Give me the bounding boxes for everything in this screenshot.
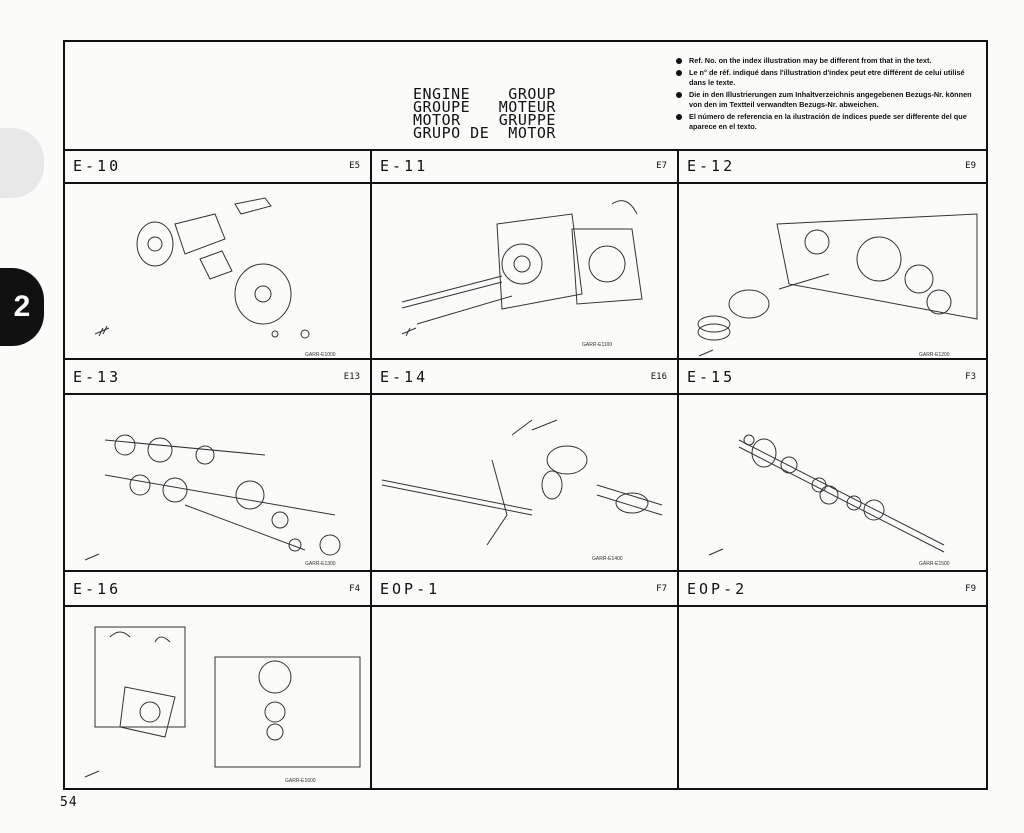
section-code: E-16 [73,580,122,598]
section-page: E13 [343,372,360,382]
svg-text:GARR-E1300: GARR-E1300 [305,561,336,567]
index-cell-eop2[interactable] [679,572,986,788]
page-number: 54 [60,795,78,810]
gearshift-illustration [372,395,677,572]
section-code: E-14 [380,368,429,386]
section-code: E-10 [73,157,122,175]
flywheel-magneto-illustration [65,184,370,360]
cell-header [372,572,677,607]
cell-header [65,149,370,184]
section-code: E-13 [73,368,122,386]
section-code: EOP-2 [687,580,748,598]
section-page: F3 [965,372,976,382]
section-page: F4 [349,584,360,594]
svg-text:GARR-E1500: GARR-E1500 [919,561,950,567]
cell-header [372,149,677,184]
cell-header [679,149,986,184]
kickstarter-illustration [679,395,984,572]
note-english: Ref. No. on the index illustration may be different from that in the text. [675,56,980,66]
section-page: F9 [965,584,976,594]
index-header [65,42,986,151]
index-cell-e13[interactable] [65,360,372,572]
note-spanish: El número de referencia en la ilustración de índices puede ser differente del que aparece en el texto. [675,112,980,132]
svg-text:GARR-E1200: GARR-E1200 [919,352,950,358]
index-frame [63,40,988,790]
cell-header [65,572,370,607]
section-page: E9 [965,161,976,171]
index-cell-e14[interactable] [372,360,679,572]
cell-header [65,360,370,395]
section-page: E5 [349,161,360,171]
section-page: E16 [650,372,667,382]
section-code: E-11 [380,157,429,175]
note-french: Le n° de réf. indiqué dans l'illustration d'index peut etre différent de celui utilisé dans le texte. [675,68,980,88]
svg-text:GARR-E1000: GARR-E1000 [305,352,336,358]
cell-header [372,360,677,395]
section-tab-number: 2 [13,290,31,323]
index-cell-e12[interactable] [679,149,986,360]
index-cell-e15[interactable] [679,360,986,572]
reference-notes [675,56,980,134]
section-page: F7 [656,584,667,594]
section-tab-previous [0,128,44,198]
section-code: E-12 [687,157,736,175]
note-german: Die in den Illustrierungen zum Inhaltverzeichnis angegebenen Bezugs-Nr. können von den im Textteil verwandten Bezugs-Nr. abweichen. [675,90,980,110]
index-cell-e10[interactable] [65,149,372,360]
cell-header [679,572,986,607]
index-cell-e16[interactable] [65,572,372,788]
index-cell-eop1[interactable] [372,572,679,788]
carburetor-illustration [65,607,370,788]
crankshaft-piston-illustration [679,184,984,360]
cell-header [679,360,986,395]
svg-text:GARR-E1100: GARR-E1100 [582,342,613,348]
svg-text:GARR-E1400: GARR-E1400 [592,556,623,562]
group-title: ENGINE GROUP GROUPE MOTEUR MOTOR GRUPPE GRUPO DE MOTOR [413,85,556,142]
section-page: E7 [656,161,667,171]
transmission-illustration [65,395,370,572]
section-tab-current [0,268,44,346]
index-cell-e11[interactable] [372,149,679,360]
svg-text:GARR-E1600: GARR-E1600 [285,778,316,784]
crankcase-illustration [372,184,677,360]
section-code: E-15 [687,368,736,386]
section-code: EOP-1 [380,580,441,598]
